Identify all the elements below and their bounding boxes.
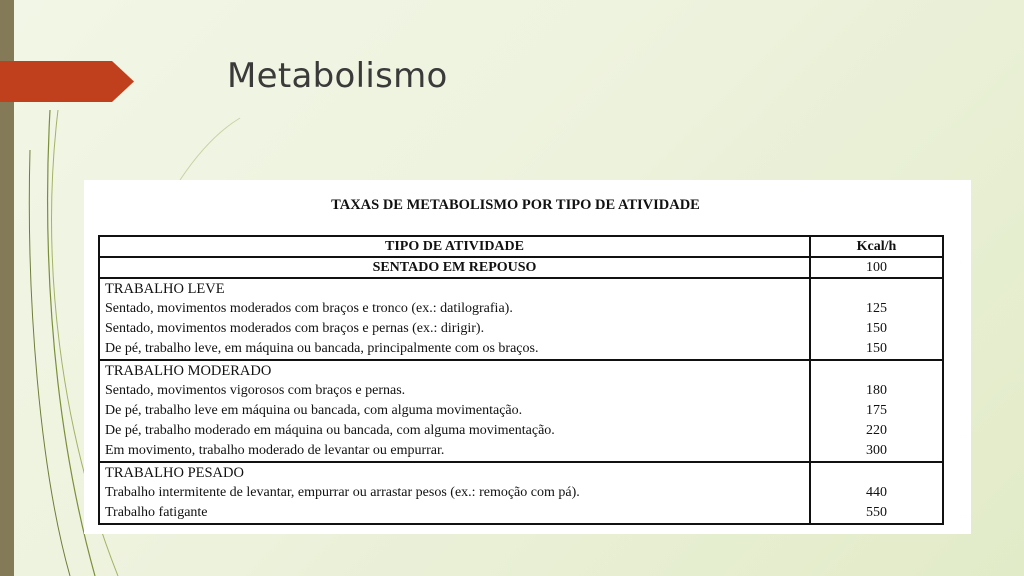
table-group-heavy-work — [99, 462, 943, 524]
group-activities — [99, 462, 810, 524]
kcal-value: 550 — [866, 505, 887, 520]
activity-item: Em movimento, trabalho moderado de levantar ou empurrar. — [105, 443, 445, 458]
kcal-value: 220 — [866, 423, 887, 438]
metabolism-table — [98, 235, 944, 525]
rest-kcal: 100 — [810, 257, 943, 278]
table-row-rest — [99, 257, 943, 278]
kcal-spacer — [816, 361, 937, 381]
group-title: TRABALHO MODERADO — [105, 363, 272, 379]
slide-title: Metabolismo — [227, 56, 448, 96]
kcal-spacer — [816, 279, 937, 299]
metabolism-table-panel — [84, 180, 971, 534]
kcal-value: 180 — [866, 383, 887, 398]
table-header-row — [99, 236, 943, 257]
header-kcal: Kcal/h — [810, 236, 943, 257]
group-kcal-values — [810, 278, 943, 360]
activity-item: Trabalho fatigante — [105, 505, 208, 520]
table-group-light-work — [99, 278, 943, 360]
kcal-value: 440 — [866, 485, 887, 500]
group-activities — [99, 360, 810, 462]
kcal-value: 175 — [866, 403, 887, 418]
kcal-value: 300 — [866, 443, 887, 458]
group-activities — [99, 278, 810, 360]
group-kcal-values — [810, 462, 943, 524]
activity-item: De pé, trabalho leve, em máquina ou bancada, principalmente com os braços. — [105, 341, 539, 356]
kcal-value: 125 — [866, 301, 887, 316]
rest-activity: SENTADO EM REPOUSO — [99, 257, 810, 278]
activity-item: De pé, trabalho moderado em máquina ou bancada, com alguma movimentação. — [105, 423, 555, 438]
group-title: TRABALHO PESADO — [105, 465, 244, 481]
activity-item: Trabalho intermitente de levantar, empurrar ou arrastar pesos (ex.: remoção com pá). — [105, 485, 580, 500]
activity-item: De pé, trabalho leve em máquina ou bancada, com alguma movimentação. — [105, 403, 523, 418]
activity-item: Sentado, movimentos vigorosos com braços e pernas. — [105, 383, 406, 398]
group-title: TRABALHO LEVE — [105, 281, 225, 297]
group-kcal-values — [810, 360, 943, 462]
activity-item: Sentado, movimentos moderados com braços e pernas (ex.: dirigir). — [105, 321, 485, 336]
kcal-value: 150 — [866, 321, 887, 336]
title-arrow-shape — [0, 61, 134, 102]
table-caption — [84, 197, 971, 214]
kcal-spacer — [816, 463, 937, 483]
activity-item: Sentado, movimentos moderados com braços e tronco (ex.: datilografia). — [105, 301, 513, 316]
table-group-moderate-work — [99, 360, 943, 462]
header-activity: TIPO DE ATIVIDADE — [99, 236, 810, 257]
kcal-value: 150 — [866, 341, 887, 356]
table-caption-text: TAXAS DE METABOLISMO POR TIPO DE ATIVIDADE — [331, 197, 700, 213]
